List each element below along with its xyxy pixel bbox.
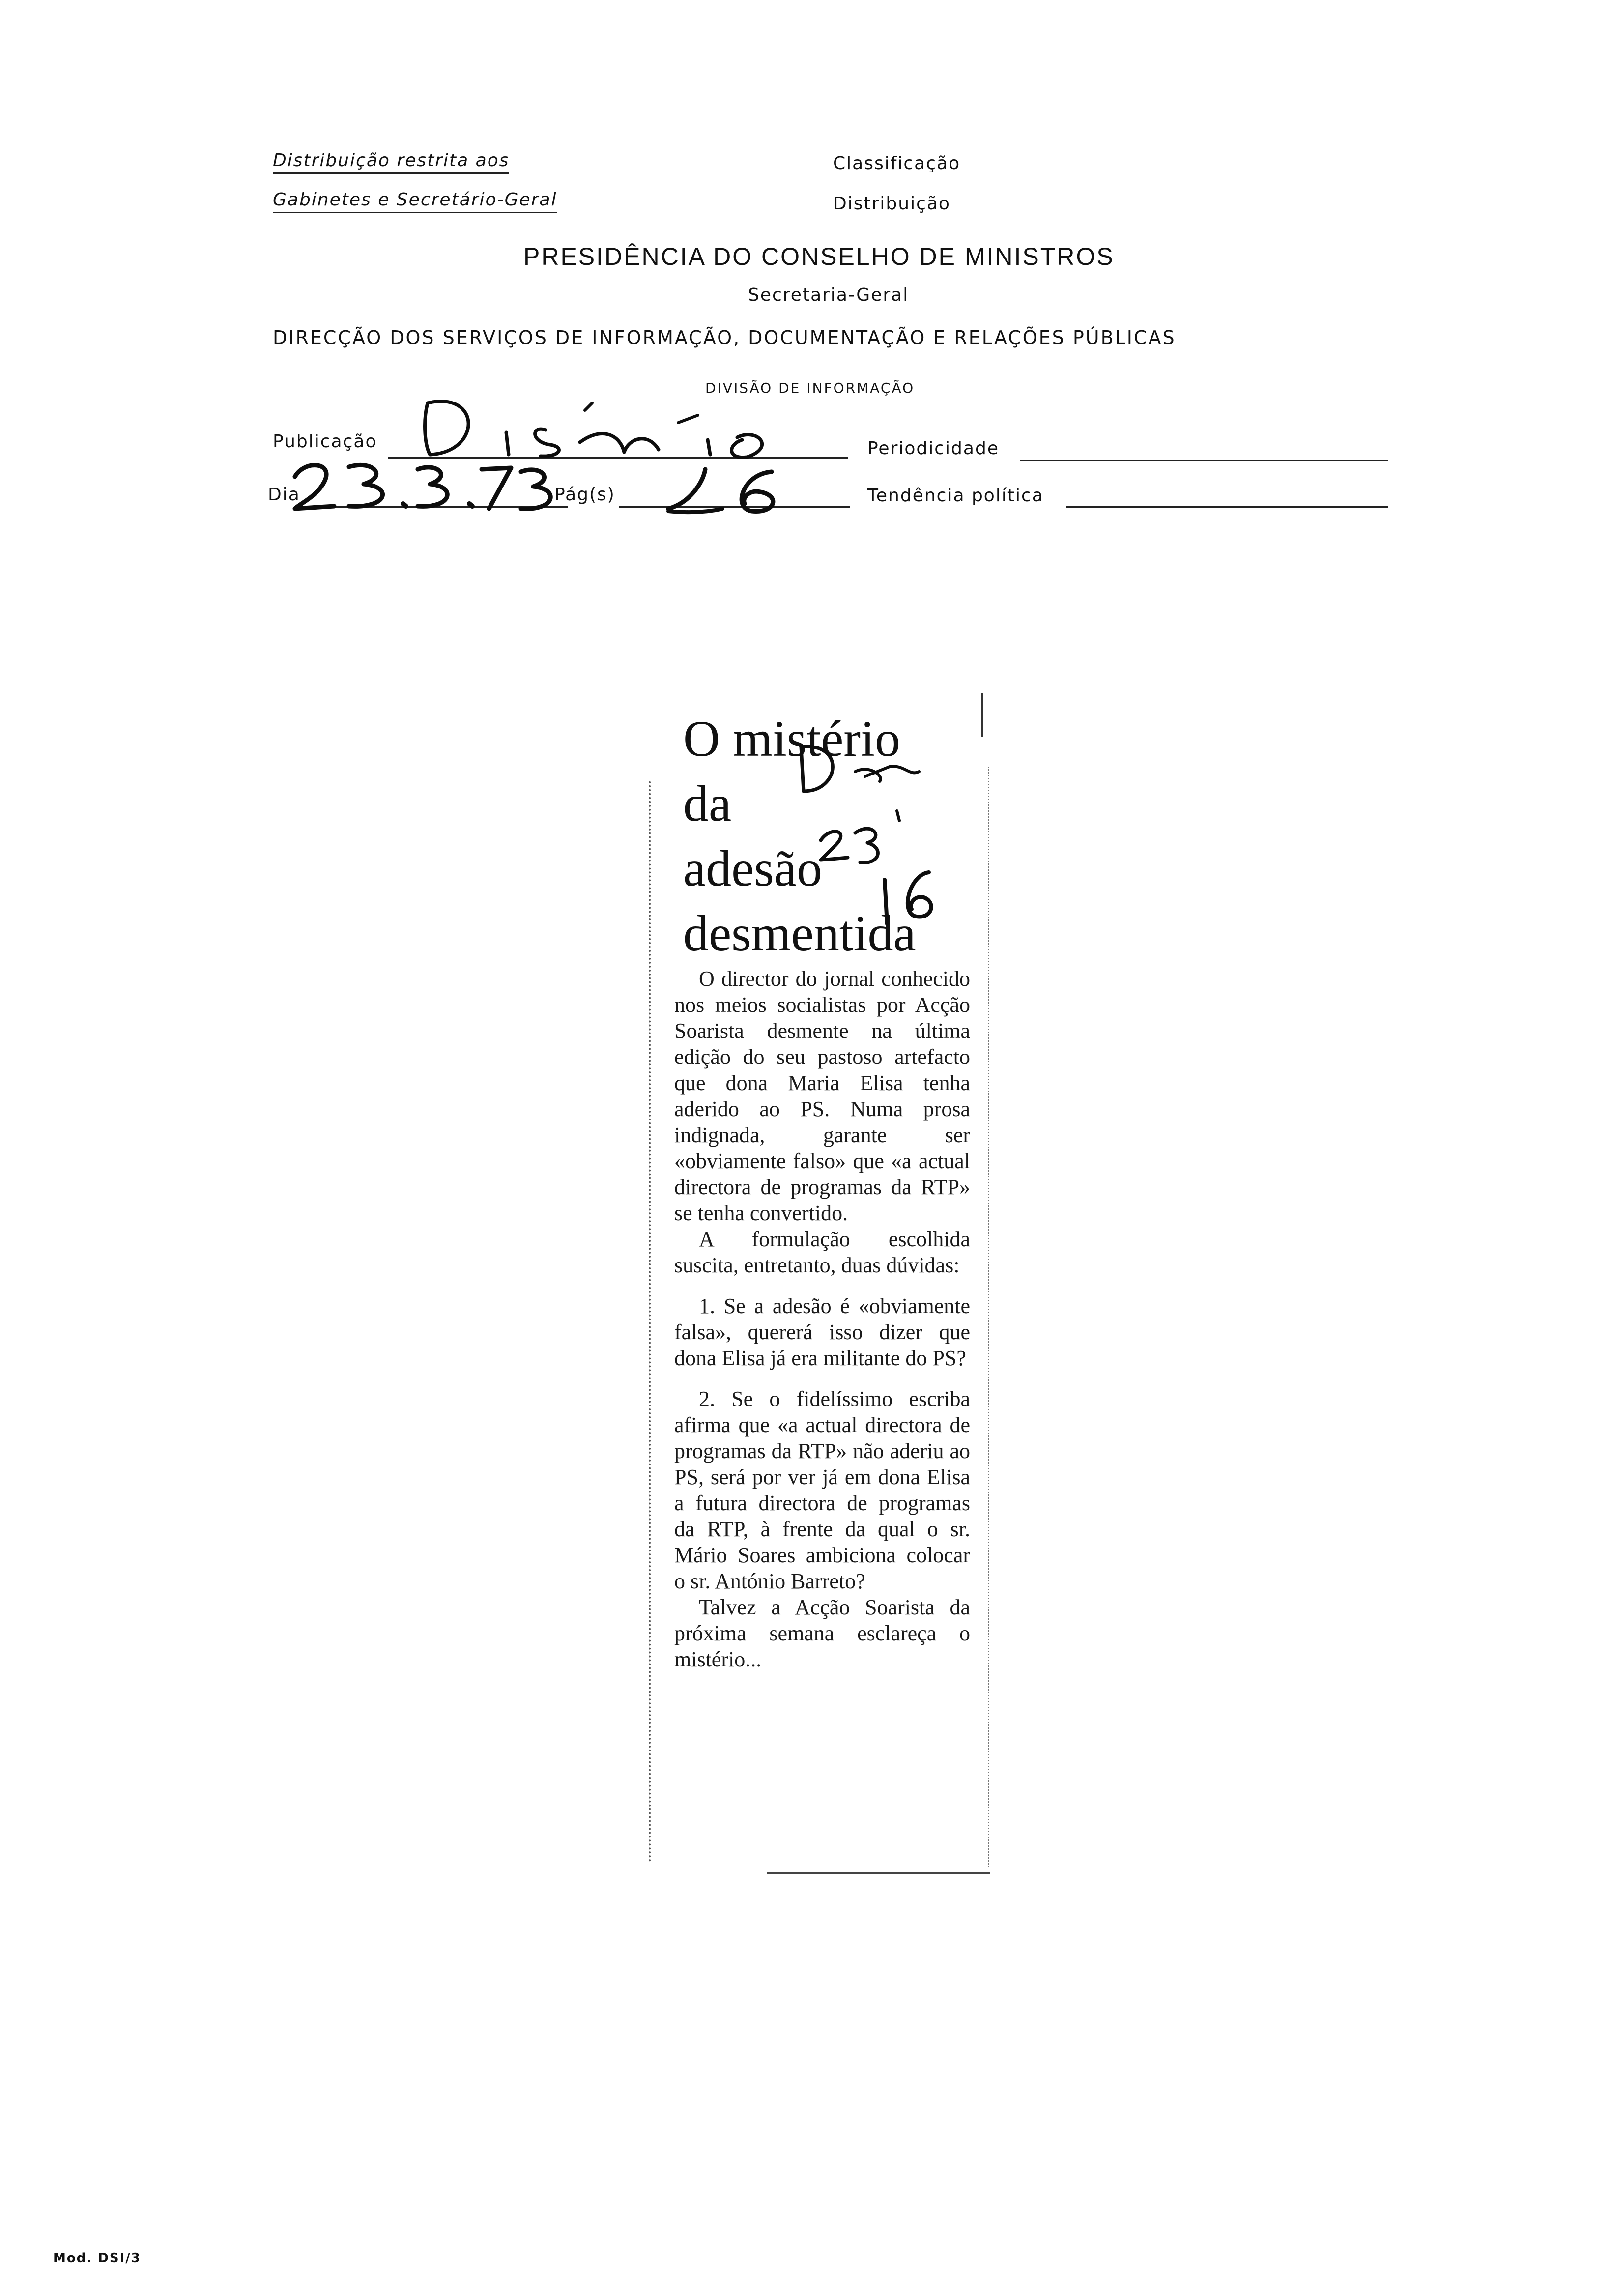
publicacao-label: Publicação [273,431,377,452]
periodicidade-line [1020,460,1388,461]
directorate-line: DIRECÇÃO DOS SERVIÇOS DE INFORMAÇÃO, DOCUMENTAÇÃO E RELAÇÕES PÚBLICAS [273,327,1176,348]
clipping-left-border [649,781,651,1863]
page-title: PRESIDÊNCIA DO CONSELHO DE MINISTROS [523,243,1115,270]
handwritten-pags [659,464,796,518]
article-paragraph: A formulação escolhida suscita, entretanto, duas dúvidas: [674,1227,970,1277]
article-paragraph: 1. Se a adesão é «obviamente falsa», quererá isso dizer que dona Elisa já era militante do PS? [674,1294,970,1370]
page-subtitle: Secretaria-Geral [748,285,909,305]
article-paragraph: O director do jornal conhecido nos meios socialistas por Acção Soarista desmente na última edição do seu pastoso artefacto que dona Maria Elisa tenha aderido ao PS. Numa prosa indignada, garante ser «obviamente falso» que «a actual directora de programas da RTP» se tenha convertido. [674,967,970,1225]
distribution-line-1: Distribuição restrita aos [273,150,509,174]
tendencia-label: Tendência política [867,486,1044,506]
clipping-right-border [988,767,989,1867]
article-paragraph: 2. Se o fidelíssimo escriba afirma que «a actual directora de programas da RTP» não aderiu ao PS, será por ver já em dona Elisa a futura directora de programas da RTP, à frente da qual o sr. Mário Soares ambiciona colocar o sr. António Barreto? [674,1387,970,1593]
article-title-line: da [683,775,732,832]
division-line: DIVISÃO DE INFORMAÇÃO [705,380,915,396]
handwritten-publicacao [383,393,826,462]
article-paragraph: Talvez a Acção Soarista da próxima semana esclareça o mistério... [674,1595,970,1671]
tendencia-line [1066,506,1388,508]
periodicidade-label: Periodicidade [867,438,999,459]
dia-label: Dia [268,485,300,505]
clipping-bottom-border [767,1872,990,1874]
handwritten-dia [290,457,565,516]
article-title-line: O mistério [683,711,900,767]
handwritten-annotation [786,737,953,948]
distribuicao-label: Distribuição [833,194,950,214]
classificacao-label: Classificação [833,153,961,173]
clipping-top-mark [981,693,983,737]
article-title-line: desmentida [683,905,916,962]
distribution-line-2: Gabinetes e Secretário-Geral [273,190,557,213]
article-body [674,966,970,1672]
form-code: Mod. DSI/3 [53,2251,141,2266]
article-title-line: adesão [683,840,822,897]
pags-label: Pág(s) [554,485,615,505]
